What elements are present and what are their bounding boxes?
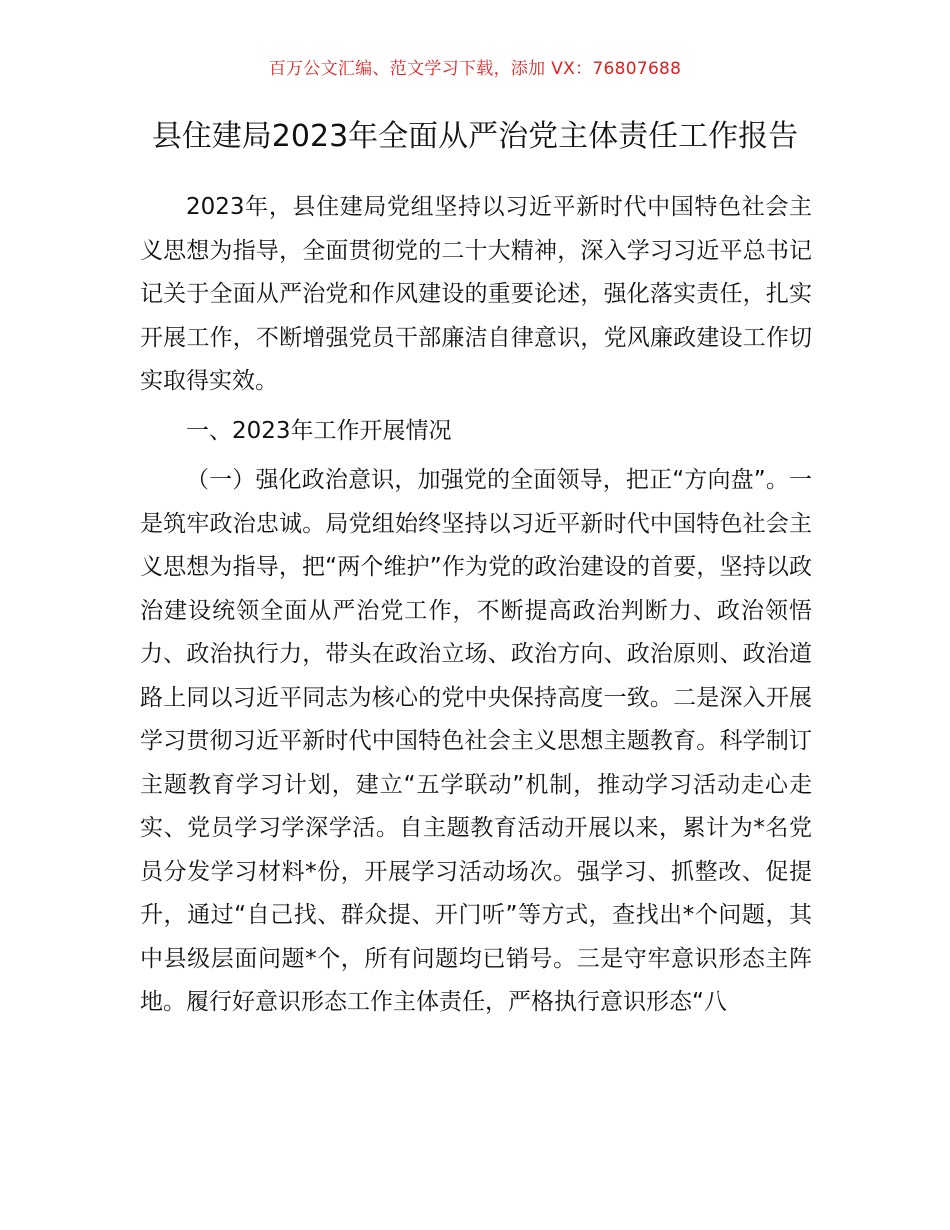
header-note: 百万公文汇编、范文学习下载，添加 VX：76807688	[268, 59, 682, 79]
document-title: 县住建局2023年全面从严治党主体责任工作报告	[151, 119, 799, 154]
paragraph-section-1-1: （一）强化政治意识，加强党的全面领导，把正“方向盘”。一是筑牢政治忠诚。局党组始终坚持以习近平新时代中国特色社会主义思想为指导，把“两个维护”作为党的政治建设的首要，坚持以政治建设统领全面从严治党工作，不断提高政治判断力、政治领悟力、政治执行力，带头在政治立场、政治方向、政治原则、政治道路上同以习近平同志为核心的党中央保持高度一致。二是深入开展学习贯彻习近平新时代中国特色社会主义思想主题教育。科学制订主题教育学习计划，建立“五学联动”机制，推动学习活动走心走实、党员学习学深学活。自主题教育活动开展以来，累计为*名党员分发学习材料*份，开展学习活动场次。强学习、抓整改、促提升，通过“自己找、群众提、开门听”等方式，查找出*个问题，其中县级层面问题*个，所有问题均已销号。三是守牢意识形态主阵地。履行好意识形态工作主体责任，严格执行意识形态“八	[140, 467, 812, 1015]
paragraph-intro: 2023年，县住建局党组坚持以习近平新时代中国特色社会主义思想为指导，全面贯彻党的二十大精神，深入学习习近平总书记记关于全面从严治党和作风建设的重要论述，强化落实责任，扎实开展工作，不断增强党员干部廉洁自律意识，党风廉政建设工作切实取得实效。	[140, 194, 812, 394]
document-body	[140, 186, 812, 1031]
section-heading-1: 一、2023年工作开展情况	[186, 417, 452, 444]
